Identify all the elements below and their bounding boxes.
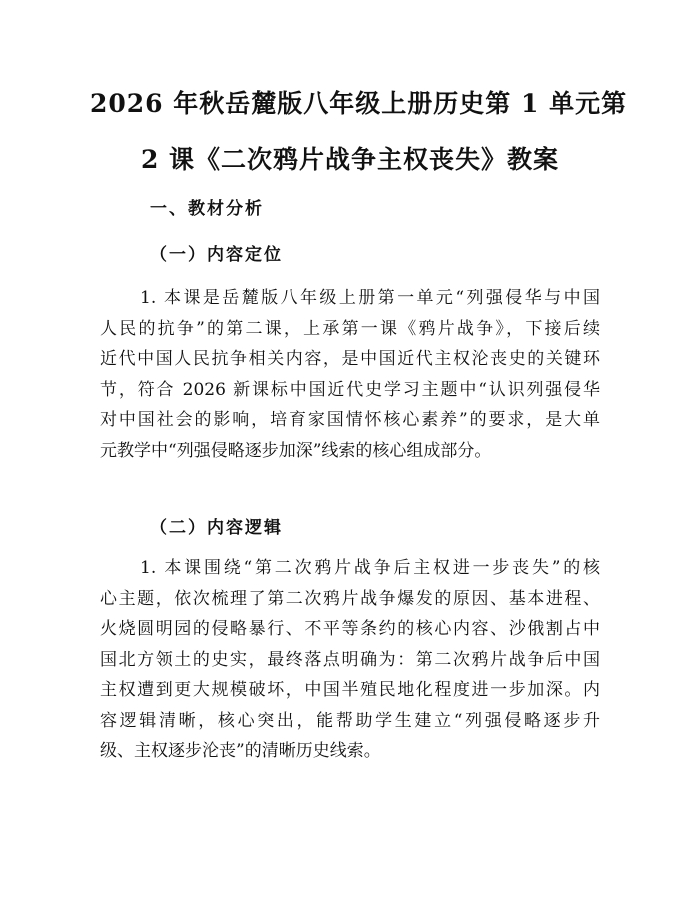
paragraph-line: 近代中国人民抗争相关内容，是中国近代主权沦丧史的关键环 <box>100 349 600 369</box>
paragraph-line: 火烧圆明园的侵略暴行、不平等条约的核心内容、沙俄割占中 <box>100 619 600 639</box>
paragraph-content-position <box>100 283 600 466</box>
paragraph-line: 国北方领土的史实，最终落点明确为：第二次鸦片战争后中国 <box>100 649 600 670</box>
paragraph-line: 节，符合 2026 新课标中国近代史学习主题中“认识列强侵华 <box>100 379 600 400</box>
subsection-heading-content-logic: （二）内容逻辑 <box>150 518 283 538</box>
paragraph-line: 心主题，依次梳理了第二次鸦片战争爆发的原因、基本进程、 <box>100 588 600 609</box>
paragraph-line: 级、主权逐步沦丧”的清晰历史线索。 <box>100 741 381 761</box>
paragraph-line: 元教学中“列强侵略逐步加深”线索的核心组成部分。 <box>100 440 492 461</box>
document-title-line-1: 2026 年秋岳麓版八年级上册历史第 1 单元第 <box>90 89 628 118</box>
paragraph-line: 人民的抗争”的第二课，上承第一课《鸦片战争》，下接后续 <box>100 318 600 339</box>
section-heading-textbook-analysis: 一、教材分析 <box>150 199 264 219</box>
paragraph-content-logic <box>100 553 600 767</box>
paragraph-line: 容逻辑清晰，核心突出，能帮助学生建立“列强侵略逐步升 <box>100 710 600 731</box>
paragraph-line: 1. 本课是岳麓版八年级上册第一单元“列强侵华与中国 <box>140 288 600 308</box>
document-title-line-2: 2 课《二次鸦片战争主权丧失》教案 <box>140 145 560 174</box>
subsection-heading-content-position: （一）内容定位 <box>150 245 283 265</box>
paragraph-line: 对中国社会的影响，培育家国情怀核心素养”的要求，是大单 <box>100 410 600 430</box>
paragraph-line: 1. 本课围绕“第二次鸦片战争后主权进一步丧失”的核 <box>140 558 600 578</box>
paragraph-line: 主权遭到更大规模破坏，中国半殖民地化程度进一步加深。内 <box>100 680 600 700</box>
